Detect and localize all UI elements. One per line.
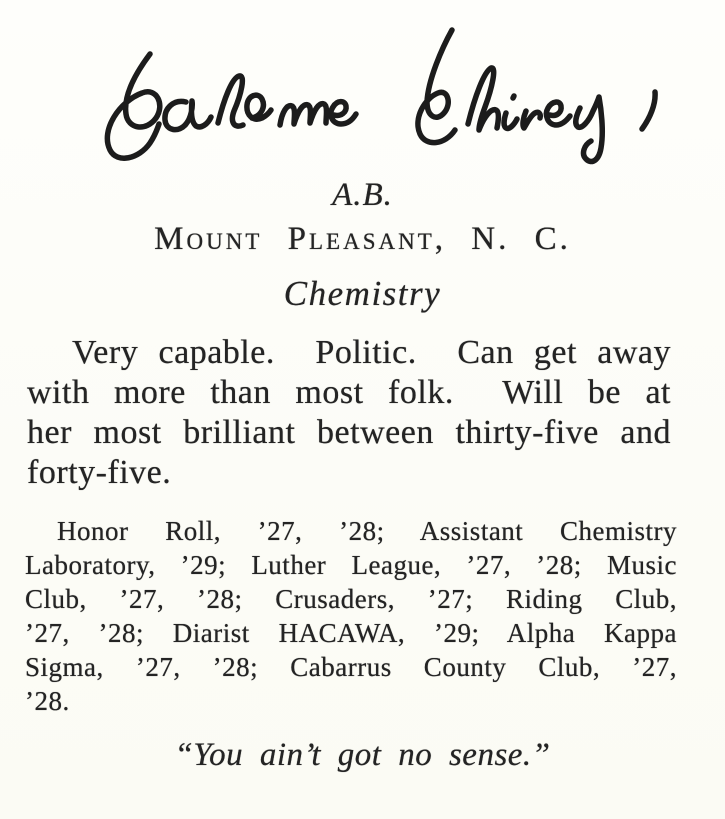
signature-letter (165, 101, 211, 130)
description-line: her most brilliant between thirty-five and (27, 414, 671, 451)
activities-line: ’27, ’28; Diarist HACAWA, ’29; Alpha Kappa (25, 618, 677, 648)
description-line: with more than most folk. Will be at (27, 374, 671, 411)
hometown-text: Mount Pleasant, N. C. (154, 221, 571, 257)
description-paragraph (27, 333, 671, 493)
degree-text: A.B. (332, 177, 393, 213)
signature-letter (280, 104, 327, 125)
signature-letter (504, 113, 517, 128)
signature-letter (468, 68, 498, 130)
signature-letter (218, 76, 243, 126)
signature-capital-2 (418, 30, 455, 143)
activities-line: Honor Roll, ’27, ’28; Assistant Chemistry (57, 516, 677, 546)
signature-flourish (642, 92, 655, 129)
signature-letter (576, 97, 602, 162)
signature-letter (331, 102, 356, 124)
activities-line: Sigma, ’27, ’28; Cabarrus County Club, ’27, (25, 652, 677, 682)
signature-letter (523, 111, 540, 128)
signature-letter (247, 95, 271, 119)
signature (0, 0, 725, 176)
quote-text: “You ain’t got no sense.” (174, 737, 551, 773)
signature-capital-1 (107, 54, 159, 158)
description-line: Very capable. Politic. Can get away (72, 334, 671, 371)
signature-letter (546, 102, 570, 125)
activities-line: ’28. (25, 686, 70, 716)
signature-strokes (107, 30, 655, 162)
signature-i-dot (513, 96, 514, 98)
activities-paragraph (25, 514, 677, 718)
description-line: forty-five. (27, 454, 172, 491)
major-text: Chemistry (283, 274, 442, 313)
activities-line: Club, ’27, ’28; Crusaders, ’27; Riding Club, (25, 584, 677, 614)
activities-line: Laboratory, ’29; Luther League, ’27, ’28; Music (25, 550, 677, 580)
